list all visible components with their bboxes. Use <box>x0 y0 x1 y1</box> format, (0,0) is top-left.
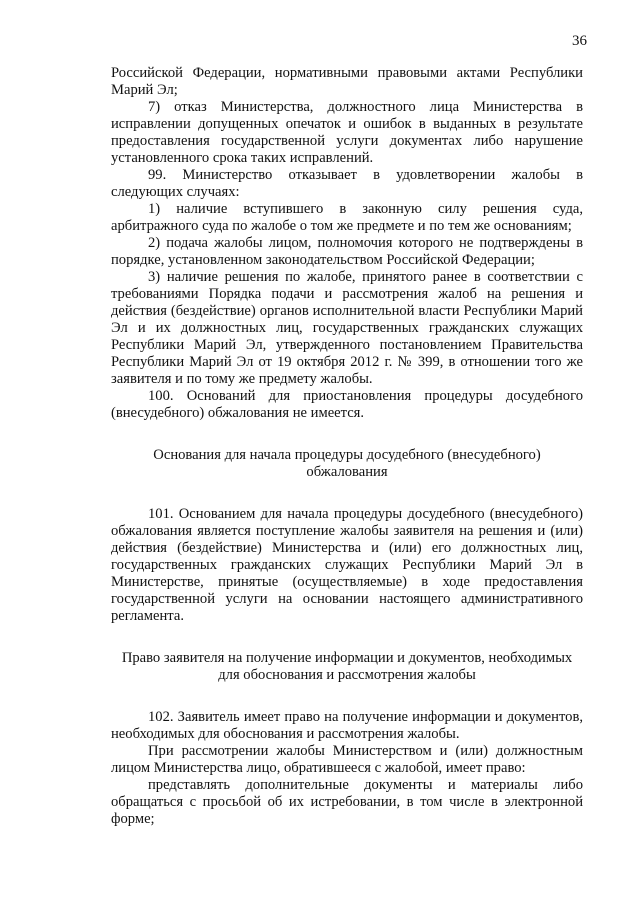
paragraph: 101. Основанием для начала процедуры досудебного (внесудебного) обжалования является поступление жалобы заявителя на решения и (или) действия (бездействие) Министерства и (или) его должностных лиц, государственных гражданских служащих Республики Марий Эл в Министерстве, принятые (осуществляемые) в ходе предоставления государственной услуги на основании настоящего административного регламента. <box>111 506 583 624</box>
paragraph: 100. Оснований для приостановления процедуры досудебного (внесудебного) обжалования не имеется. <box>111 388 583 421</box>
section-heading: Основания для начала процедуры досудебного (внесудебного) обжалования <box>153 447 541 480</box>
document-body <box>111 65 583 828</box>
paragraph: 1) наличие вступившего в законную силу решения суда, арбитражного суда по жалобе о том же предмете и по тем же основаниям; <box>111 201 583 234</box>
page-number: 36 <box>572 33 587 49</box>
paragraph: 7) отказ Министерства, должностного лица Министерства в исправлении допущенных опечаток и ошибок в выданных в результате предоставления государственной услуги документах либо нарушение установленного срока таких исправлений. <box>111 99 583 166</box>
paragraph: 2) подача жалобы лицом, полномочия которого не подтверждены в порядке, установленном законодательством Российской Федерации; <box>111 235 583 268</box>
paragraph: представлять дополнительные документы и материалы либо обращаться с просьбой об их истребовании, в том числе в электронной форме; <box>111 777 583 827</box>
section-heading: Право заявителя на получение информации и документов, необходимых для обоснования и рассмотрения жалобы <box>121 650 573 683</box>
paragraph: 102. Заявитель имеет право на получение информации и документов, необходимых для обоснования и рассмотрения жалобы. <box>111 709 583 742</box>
paragraph: Российской Федерации, нормативными правовыми актами Республики Марий Эл; <box>111 65 583 98</box>
paragraph: 3) наличие решения по жалобе, принятого ранее в соответствии с требованиями Порядка подачи и рассмотрения жалоб на решения и действия (бездействие) органов исполнительной власти Республики Марий Эл и их должностных лиц, государственных гражданских служащих Республики Марий Эл, утвержденного постановлением Правительства Республики Марий Эл от 19 октября 2012 г. № 399, в отношении того же заявителя и по тому же предмету жалобы. <box>111 269 583 387</box>
paragraph: 99. Министерство отказывает в удовлетворении жалобы в следующих случаях: <box>111 167 583 200</box>
paragraph: При рассмотрении жалобы Министерством и (или) должностным лицом Министерства лицо, обратившееся с жалобой, имеет право: <box>111 743 583 776</box>
